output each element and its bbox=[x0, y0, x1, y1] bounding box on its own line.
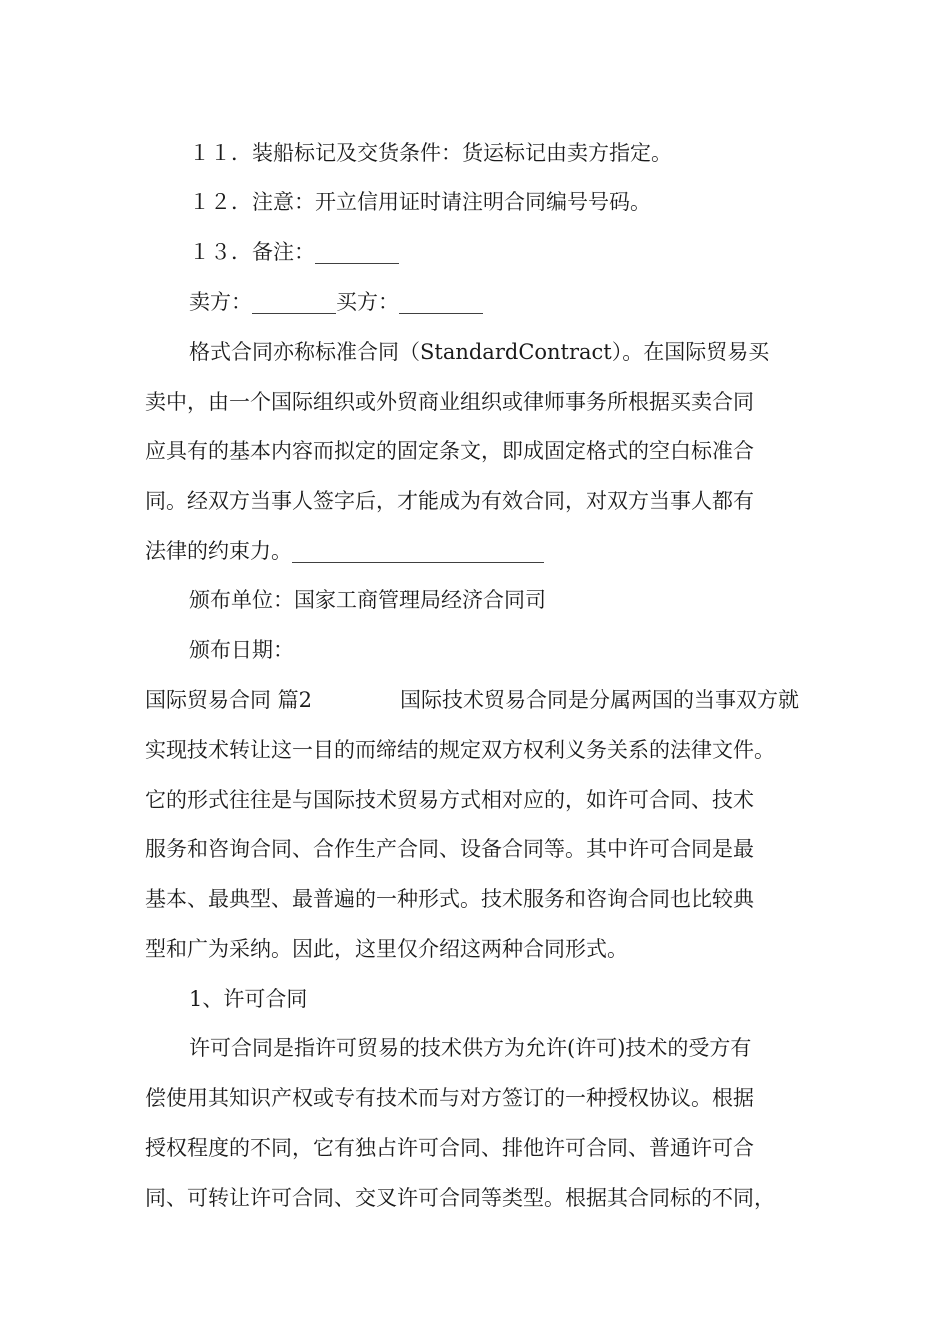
paragraph-line: 它的形式往往是与国际技术贸易方式相对应的，如许可合同、技术 bbox=[145, 788, 754, 812]
signature-line: 卖方：________买方：________ bbox=[189, 290, 483, 314]
paragraph-line: 许可合同是指许可贸易的技术供方为允许(许可)技术的受方有 bbox=[189, 1036, 752, 1060]
paragraph-line: 卖中，由一个国际组织或外贸商业组织或律师事务所根据买卖合同 bbox=[145, 390, 754, 414]
subheading-license-contract: 1、许可合同 bbox=[189, 987, 308, 1011]
paragraph-line: 实现技术转让这一目的而缔结的规定双方权利义务关系的法律文件。 bbox=[145, 738, 775, 762]
paragraph-line: 同。经双方当事人签字后，才能成为有效合同，对双方当事人都有 bbox=[145, 489, 754, 513]
clause-13: １３．备注：________ bbox=[189, 240, 399, 264]
clause-11: １１．装船标记及交货条件：货运标记由卖方指定。 bbox=[189, 141, 672, 165]
paragraph-line: 同、可转让许可合同、交叉许可合同等类型。根据其合同标的不同， bbox=[145, 1186, 775, 1210]
paragraph-line: 法律的约束力。________________________ bbox=[145, 539, 544, 563]
paragraph-start: 国际技术贸易合同是分属两国的当事双方就 bbox=[400, 688, 800, 712]
paragraph-line: 偿使用其知识产权或专有技术而与对方签订的一种授权协议。根据 bbox=[145, 1086, 754, 1110]
section-title: 国际贸易合同 篇2 bbox=[145, 688, 313, 712]
paragraph-line: 授权程度的不同，它有独占许可合同、排他许可合同、普通许可合 bbox=[145, 1136, 754, 1160]
issuing-unit: 颁布单位：国家工商管理局经济合同司 bbox=[189, 588, 546, 612]
issuing-date: 颁布日期： bbox=[189, 638, 294, 662]
paragraph-line: 服务和咨询合同、合作生产合同、设备合同等。其中许可合同是最 bbox=[145, 837, 754, 861]
paragraph-line: 格式合同亦称标准合同（StandardContract）。在国际贸易买 bbox=[189, 340, 770, 364]
clause-12: １２．注意：开立信用证时请注明合同编号号码。 bbox=[189, 190, 651, 214]
section-heading-line bbox=[145, 686, 825, 716]
paragraph-line: 应具有的基本内容而拟定的固定条文，即成固定格式的空白标准合 bbox=[145, 439, 754, 463]
paragraph-line: 型和广为采纳。因此，这里仅介绍这两种合同形式。 bbox=[145, 937, 628, 961]
paragraph-line: 基本、最典型、最普遍的一种形式。技术服务和咨询合同也比较典 bbox=[145, 887, 754, 911]
